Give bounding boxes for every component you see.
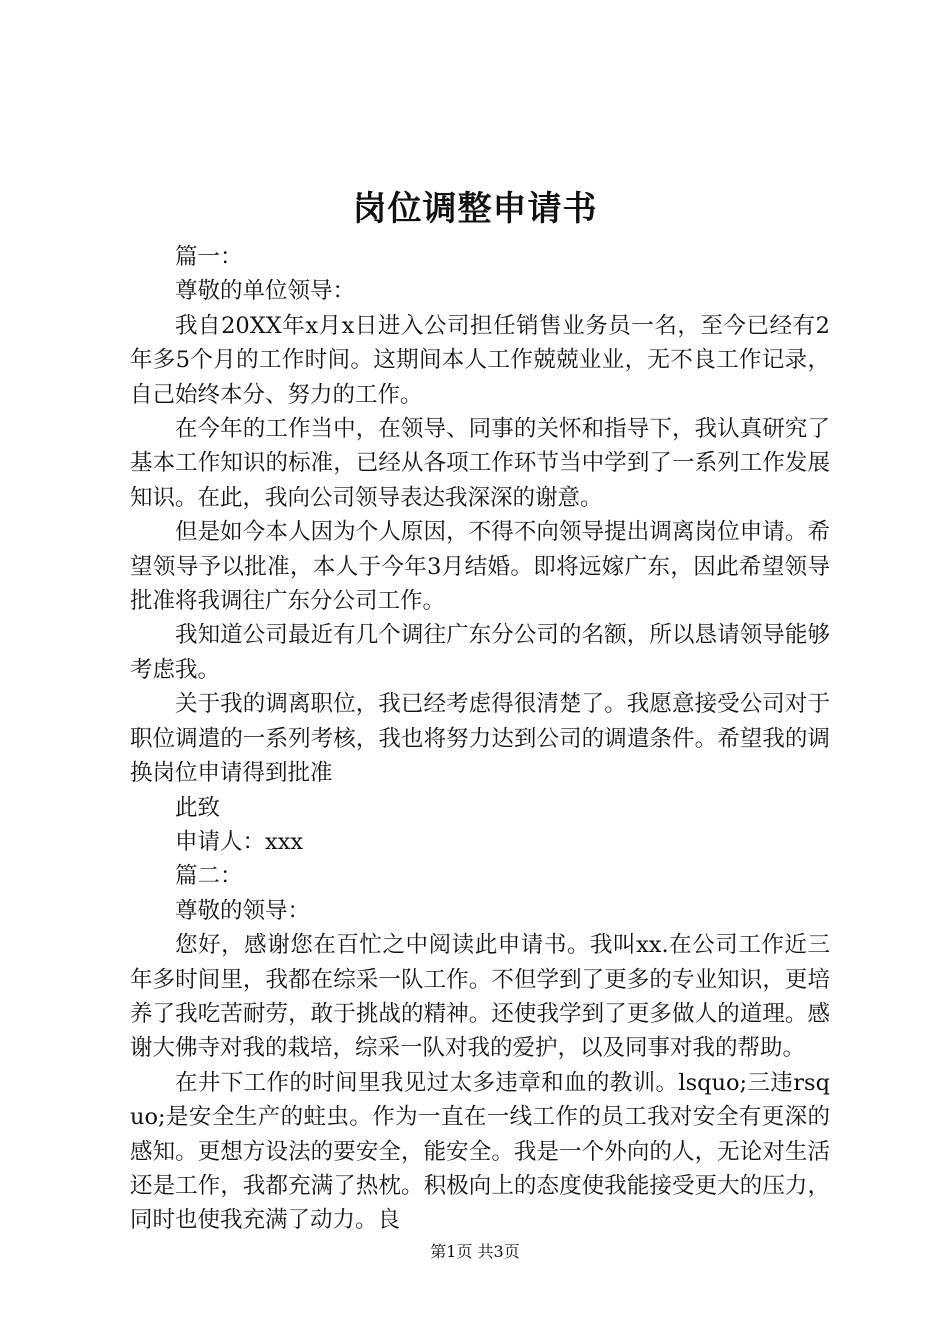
salutation: 尊敬的领导： [175, 897, 311, 924]
paragraph: 我知道公司最近有几个调往广东分公司的名额，所以恳请领导能够考虑我。 [130, 622, 830, 683]
paragraph: 关于我的调离职位，我已经考虑得很清楚了。我愿意接受公司对于职位调遣的一系列考核，我也将努力达到公司的调遣条件。希望我的调换岗位申请得到批准 [130, 691, 830, 787]
signature-line: 申请人：xxx [175, 828, 304, 855]
closing: 此致 [175, 794, 221, 821]
page-number-footer: 第1页 共3页 [430, 1242, 520, 1261]
document-body [130, 240, 830, 1238]
paragraph: 但是如今本人因为个人原因，不得不向领导提出调离岗位申请。希望领导予以批准，本人于今年3月结婚。即将远嫁广东，因此希望领导批准将我调往广东分公司工作。 [130, 519, 830, 615]
paragraph: 您好，感谢您在百忙之中阅读此申请书。我叫xx.在公司工作近三年多时间里，我都在综采一队工作。不但学到了更多的专业知识，更培养了我吃苦耐劳，敢于挑战的精神。还使我学到了更多做人的道理。感谢大佛寺对我的栽培，综采一队对我的爱护，以及同事对我的帮助。 [130, 932, 830, 1062]
paragraph: 我自20XX年x月x日进入公司担任销售业务员一名，至今已经有2年多5个月的工作时间。这期间本人工作兢兢业业，无不良工作记录，自己始终本分、努力的工作。 [130, 312, 830, 408]
salutation: 尊敬的单位领导： [175, 278, 356, 305]
paragraph: 在井下工作的时间里我见过太多违章和血的教训。lsquo;三违rsquo;是安全生产的蛀虫。作为一直在一线工作的员工我对安全有更深的感知。更想方设法的要安全，能安全。我是一个外向的人，无论对生活还是工作，我都充满了热枕。积极向上的态度使我能接受更大的压力，同时也使我充满了动力。良 [130, 1069, 830, 1234]
section-heading-two: 篇二： [175, 863, 243, 890]
document-title: 岗位调整申请书 [352, 189, 598, 229]
section-heading-one: 篇一： [175, 244, 243, 270]
paragraph: 在今年的工作当中，在领导、同事的关怀和指导下，我认真研究了基本工作知识的标准，已经从各项工作环节当中学到了一系列工作发展知识。在此，我向公司领导表达我深深的谢意。 [130, 416, 830, 511]
